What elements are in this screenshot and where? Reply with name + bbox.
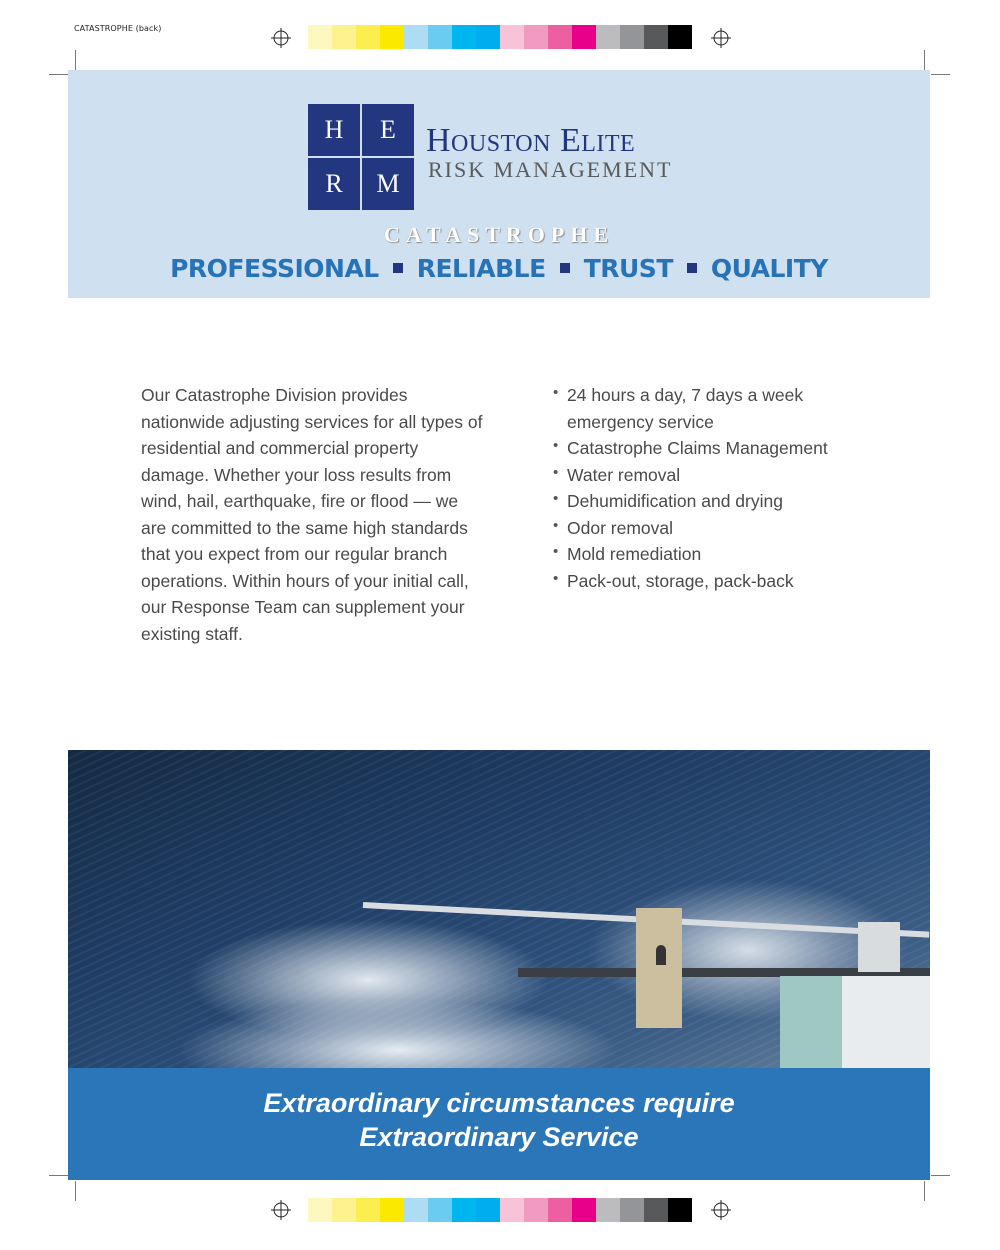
color-swatch bbox=[596, 25, 620, 49]
service-item: • 24 hours a day, 7 days a week emergency service bbox=[553, 382, 883, 435]
tsunami-photo bbox=[68, 750, 930, 1068]
color-swatch bbox=[548, 1198, 572, 1222]
logo-letter: M bbox=[362, 158, 414, 210]
building-glass bbox=[780, 976, 842, 1068]
value-quality: QUALITY bbox=[710, 254, 828, 283]
tagline-line-1: Extraordinary circumstances require bbox=[263, 1088, 735, 1118]
color-swatch bbox=[452, 25, 476, 49]
registration-mark-icon bbox=[711, 1200, 731, 1220]
logo-letter: R bbox=[308, 158, 360, 210]
values-tagline bbox=[68, 254, 930, 283]
service-item: • Dehumidification and drying bbox=[553, 488, 883, 515]
color-swatch bbox=[332, 1198, 356, 1222]
color-swatch bbox=[572, 25, 596, 49]
color-swatch bbox=[500, 1198, 524, 1222]
bridge-tower bbox=[636, 908, 682, 1028]
value-trust: TRUST bbox=[583, 254, 673, 283]
registration-mark-icon bbox=[271, 28, 291, 48]
color-swatch bbox=[308, 1198, 332, 1222]
color-swatch bbox=[308, 25, 332, 49]
crop-mark-bl-h bbox=[49, 1175, 68, 1176]
color-swatch bbox=[380, 25, 404, 49]
service-item: • Odor removal bbox=[553, 515, 883, 542]
logo-letter: H bbox=[308, 104, 360, 156]
tagline-line-2: Extraordinary Service bbox=[359, 1122, 639, 1152]
color-swatch bbox=[356, 25, 380, 49]
logo-letter: E bbox=[362, 104, 414, 156]
division-title: CATASTROPHE bbox=[383, 222, 615, 247]
color-swatch bbox=[476, 1198, 500, 1222]
color-swatch bbox=[356, 1198, 380, 1222]
color-swatch bbox=[476, 25, 500, 49]
value-reliable: RELIABLE bbox=[416, 254, 546, 283]
service-item: • Mold remediation bbox=[553, 541, 883, 568]
color-swatch bbox=[404, 25, 428, 49]
color-swatch bbox=[596, 1198, 620, 1222]
crop-mark-tl-v bbox=[75, 50, 76, 70]
crop-mark-tr-h bbox=[931, 74, 950, 75]
color-swatch bbox=[668, 1198, 692, 1222]
color-swatch bbox=[428, 25, 452, 49]
color-swatch bbox=[668, 25, 692, 49]
crop-mark-tr-v bbox=[924, 50, 925, 70]
color-swatch bbox=[524, 25, 548, 49]
color-swatch bbox=[500, 25, 524, 49]
slug-label: CATASTROPHE (back) bbox=[74, 24, 162, 33]
color-swatch bbox=[548, 25, 572, 49]
brand-subtitle: RISK MANAGEMENT bbox=[428, 157, 673, 182]
description-paragraph: Our Catastrophe Division provides nationwide adjusting services for all types of residential and commercial property damage. Whether your loss results from wind, hail, earthquake, fire or flood — we are committed to the same high standards that you expect from our regular branch operations. Within hours of your initial call, our Response Team can supplement your existing staff. bbox=[141, 385, 483, 644]
color-bar-top bbox=[308, 25, 692, 49]
service-item: • Catastrophe Claims Management bbox=[553, 435, 883, 462]
header-band bbox=[68, 70, 930, 298]
brand-name: Houston Elite bbox=[426, 122, 636, 159]
color-swatch bbox=[620, 1198, 644, 1222]
tagline-banner bbox=[68, 1068, 930, 1180]
color-swatch bbox=[644, 1198, 668, 1222]
service-item: • Water removal bbox=[553, 462, 883, 489]
tower-window bbox=[656, 945, 666, 965]
square-separator-icon bbox=[393, 263, 403, 273]
square-separator-icon bbox=[560, 263, 570, 273]
color-swatch bbox=[620, 25, 644, 49]
color-swatch bbox=[428, 1198, 452, 1222]
square-separator-icon bbox=[687, 263, 697, 273]
crop-mark-br-h bbox=[931, 1175, 950, 1176]
crop-mark-tl-h bbox=[49, 74, 68, 75]
color-swatch bbox=[572, 1198, 596, 1222]
color-swatch bbox=[644, 25, 668, 49]
color-swatch bbox=[452, 1198, 476, 1222]
services-list bbox=[553, 382, 883, 594]
registration-mark-icon bbox=[271, 1200, 291, 1220]
color-bar-bottom bbox=[308, 1198, 692, 1222]
color-swatch bbox=[524, 1198, 548, 1222]
distant-building bbox=[858, 922, 900, 972]
color-swatch bbox=[332, 25, 356, 49]
crop-mark-br-v bbox=[924, 1181, 925, 1201]
herm-logo bbox=[308, 104, 414, 210]
service-item: • Pack-out, storage, pack-back bbox=[553, 568, 883, 595]
crop-mark-bl-v bbox=[75, 1181, 76, 1201]
color-swatch bbox=[380, 1198, 404, 1222]
registration-mark-icon bbox=[711, 28, 731, 48]
color-swatch bbox=[404, 1198, 428, 1222]
value-professional: PROFESSIONAL bbox=[170, 254, 379, 283]
